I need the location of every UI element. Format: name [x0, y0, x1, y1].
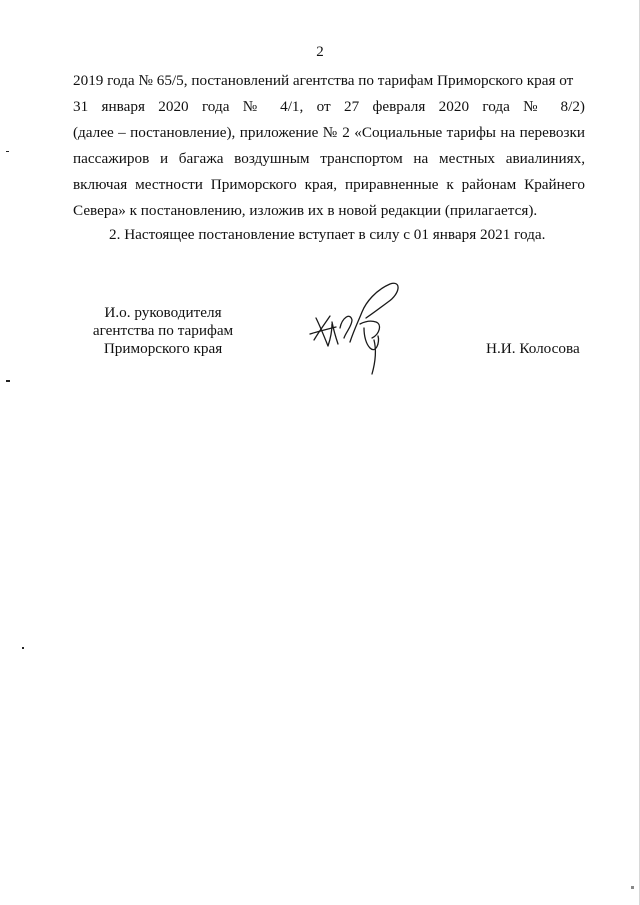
signatory-name: Н.И. Колосова — [486, 340, 580, 357]
handwritten-signature — [306, 282, 416, 382]
signatory-position — [78, 304, 248, 358]
paragraph-1-line: 31 января 2020 года № 4/1, от 27 февраля 2020 года № 8/2) — [73, 98, 585, 115]
signatory-position-line: И.о. руководителя — [104, 304, 222, 321]
scan-mark — [6, 151, 9, 152]
scan-mark — [22, 647, 24, 649]
scan-mark — [631, 886, 634, 889]
paragraph-1-line: 2019 года № 65/5, постановлений агентства по тарифам Приморского края от — [73, 72, 574, 89]
paragraph-1-line: (далее – постановление), приложение № 2 «Социальные тарифы на перевозки — [73, 124, 585, 141]
paragraph-1-line: включая местности Приморского края, приравненные к районам Крайнего — [73, 176, 585, 193]
paragraph-1-line: пассажиров и багажа воздушным транспортом на местных авиалиниях, — [73, 150, 585, 167]
paragraph-1 — [73, 68, 585, 224]
paragraph-2: 2. Настоящее постановление вступает в силу с 01 января 2021 года. — [109, 226, 546, 243]
signatory-position-line: Приморского края — [103, 340, 223, 357]
scan-mark — [6, 380, 10, 382]
signatory-position-line: агентства по тарифам — [92, 322, 234, 339]
paragraph-1-line: Севера» к постановлению, изложив их в новой редакции (прилагается). — [73, 202, 538, 219]
page-number: 2 — [316, 44, 324, 60]
